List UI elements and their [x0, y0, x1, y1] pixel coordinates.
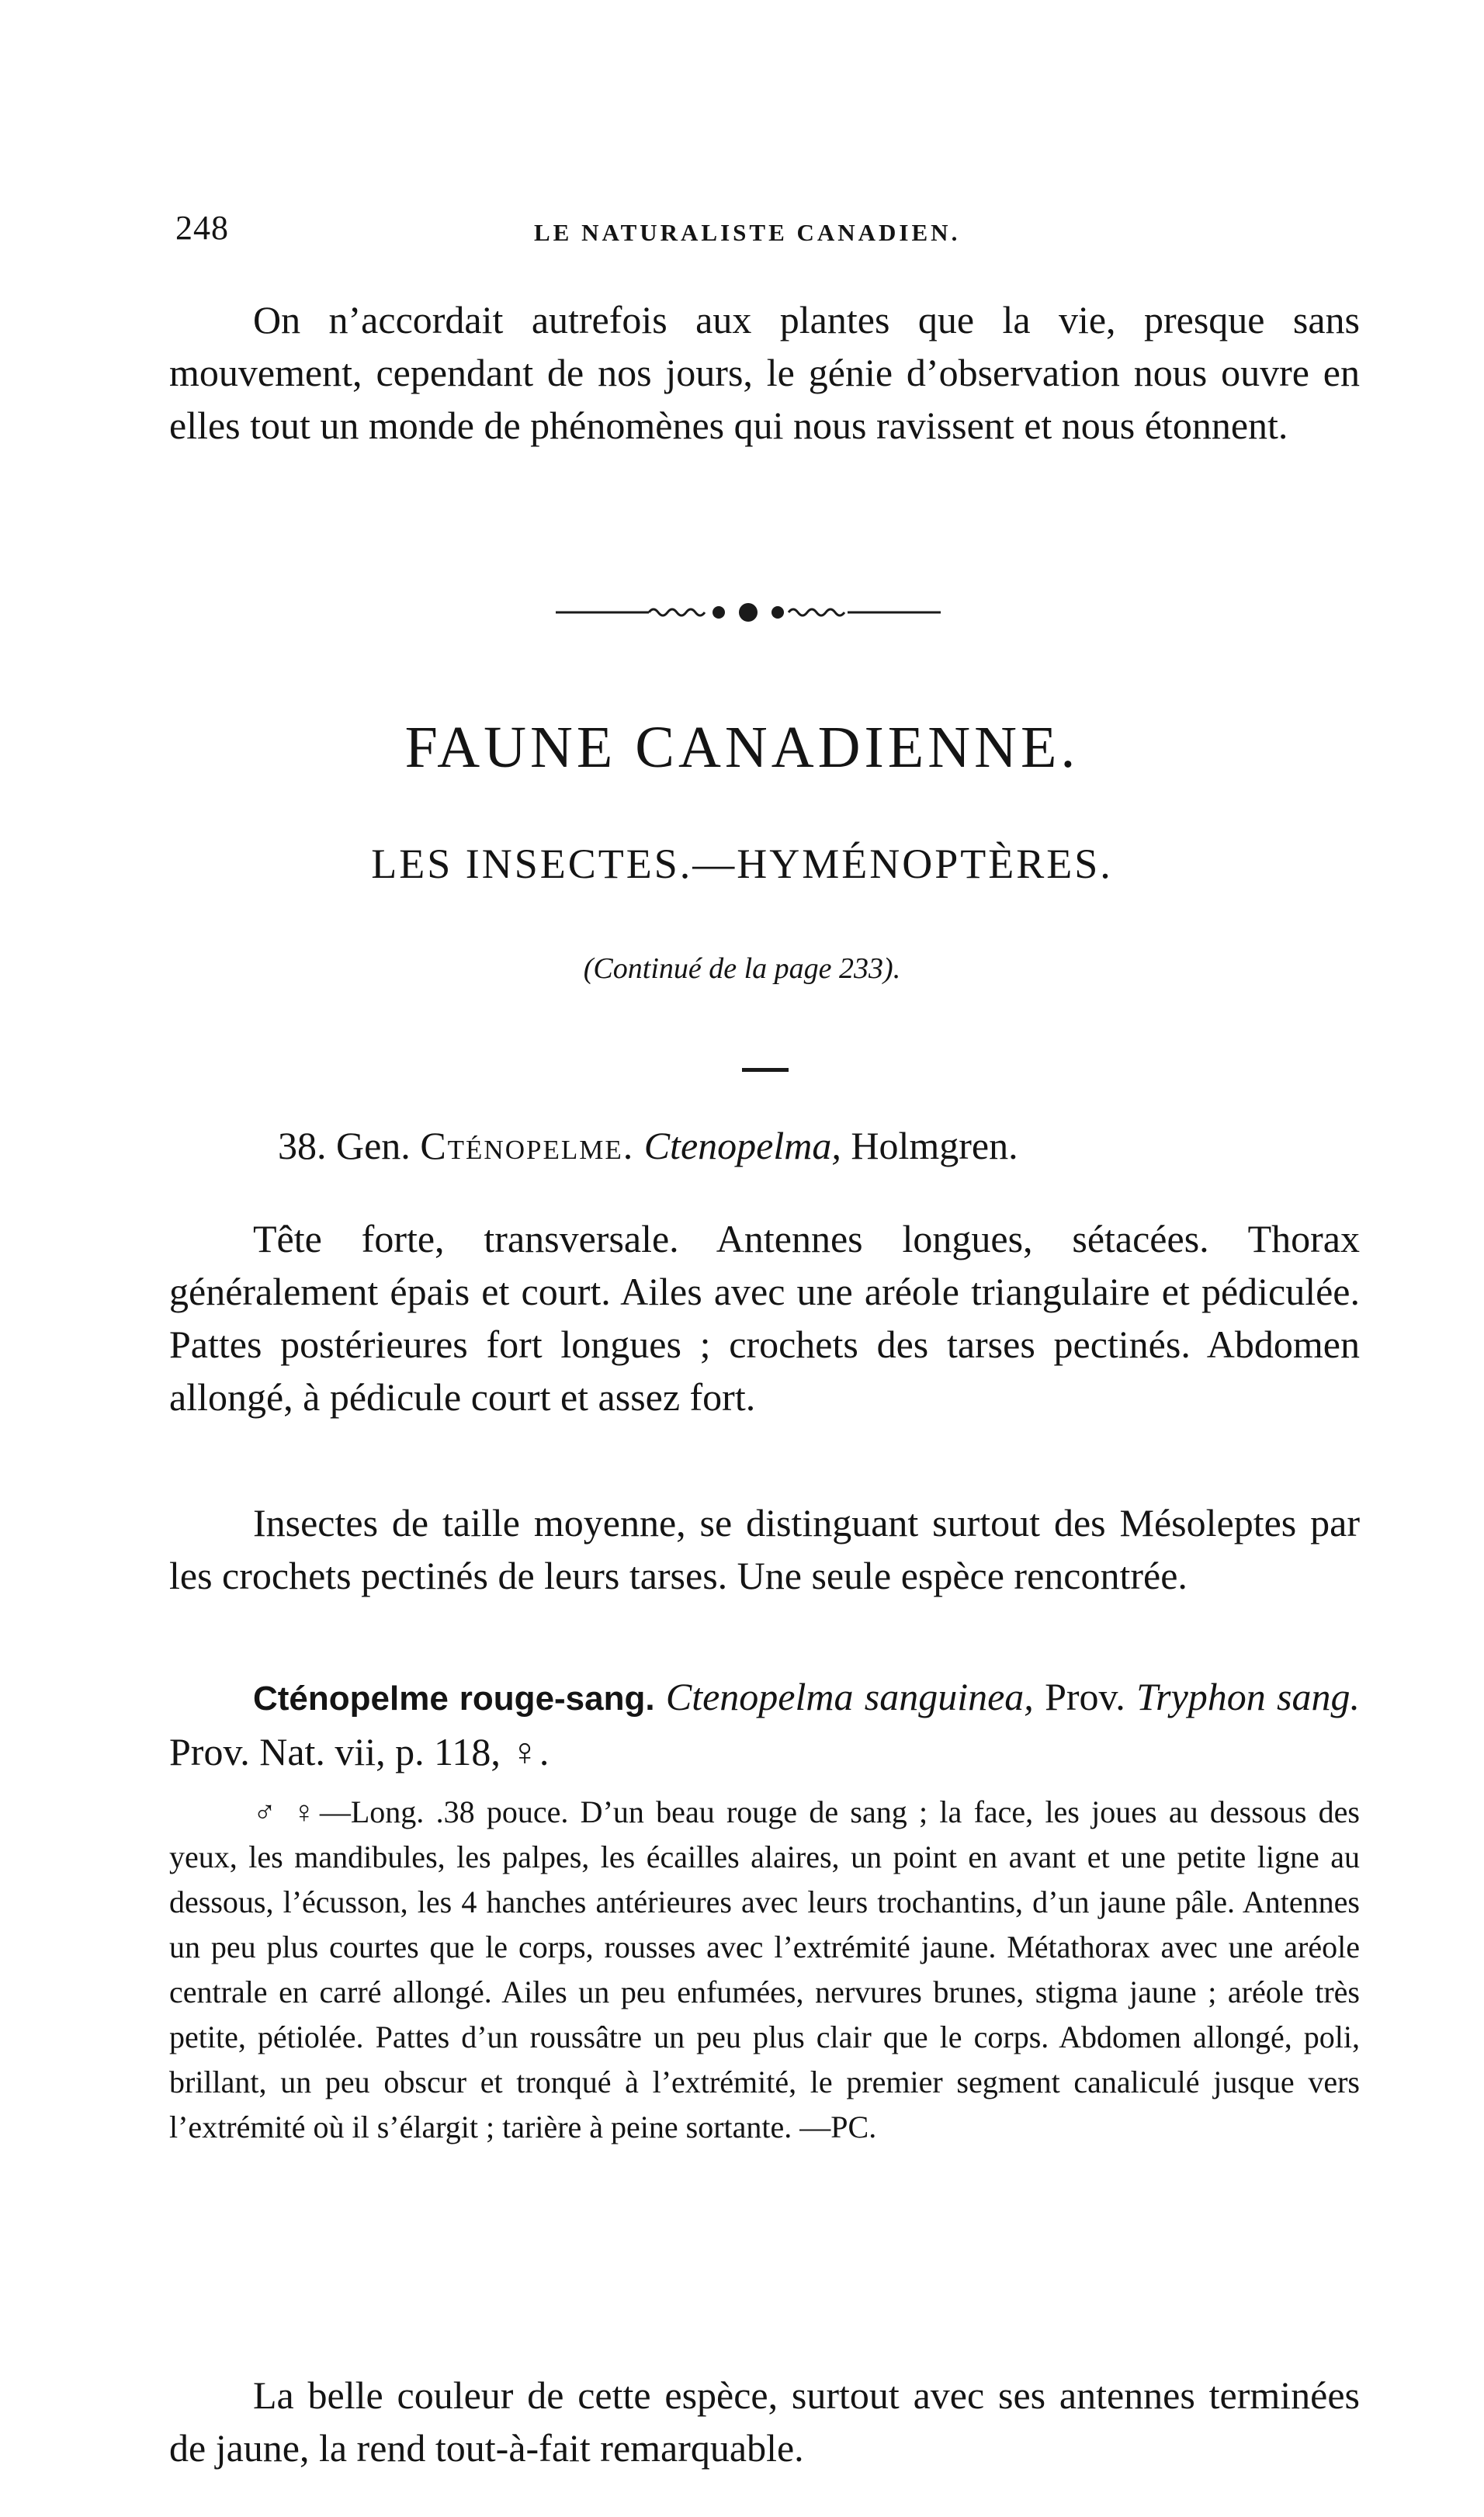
genus-author: Holmgren. [851, 1124, 1018, 1167]
genus-latin: Ctenopelma, [643, 1124, 841, 1167]
genus-heading [278, 1123, 1018, 1168]
species-description-block [169, 1790, 1360, 2150]
closing-block [169, 2369, 1360, 2474]
species-heading [169, 1670, 1360, 1778]
intro-paragraph: On n’accordait autrefois aux plantes que la vie, presque sans mouvement, cependant de nos jours, le génie d’observation nous ouvre en elles tout un monde de phénomènes qui nous ravissent et nous étonnent. [169, 298, 1360, 447]
page-number: 248 [175, 209, 229, 247]
continued-note: (Continué de la page 233). [583, 952, 901, 985]
species-synonym-ref: Prov. Nat. vii, p. 118, ♀. [169, 1730, 550, 1773]
genus-number: 38. Gen. [278, 1124, 411, 1167]
closing-paragraph: La belle couleur de cette espèce, surtout avec ses antennes terminées de jaune, la rend tout-à-fait remarquable. [169, 2373, 1360, 2470]
species-description [169, 1790, 1360, 2150]
page-header [175, 208, 1355, 255]
intro-block [169, 293, 1360, 452]
short-rule [742, 1068, 789, 1072]
species-common-name: Cténopelme rouge-sang. [253, 1680, 655, 1718]
description-block [169, 1212, 1360, 1423]
ornament-divider [556, 601, 941, 624]
genus-name: Cténopelme. [420, 1124, 635, 1167]
species-authority: Prov. [1045, 1675, 1125, 1718]
species-latin-name: Ctenopelma sanguinea, [665, 1675, 1034, 1718]
description-paragraph: Tête forte, transversale. Antennes longues, sétacées. Thorax généralement épais et court. Ailes avec une aréole triangulaire et pédiculée. Pattes postérieures fort longues ; crochets des tarses pectinés. Abdomen allongé, à pédicule court et assez fort. [169, 1217, 1360, 1419]
species-block [169, 1670, 1360, 1778]
species-description-end: —PC. [799, 2110, 877, 2144]
section-title: FAUNE CANADIENNE. [404, 715, 1080, 780]
section-subtitle: LES INSECTES.—HYMÉNOPTÈRES. [371, 841, 1113, 887]
distinction-block [169, 1496, 1360, 1602]
species-synonym: Tryphon sang. [1136, 1675, 1360, 1718]
species-description-text: ♂ ♀—Long. .38 pouce. D’un beau rouge de sang ; la face, les joues au dessous des yeux, les mandibules, les palpes, les écailles alaires, un point en avant et une petite ligne au dessous, l’écusson, les 4 hanches antérieures avec leurs trochantins, d’un jaune pâle. Antennes un peu plus courtes que le corps, rousses avec l’extrémité jaune. Métathorax avec une aréole centrale en carré allongé. Ailes un peu enfumées, nervures brunes, stigma jaune ; aréole très petite, pétiolée. Pattes d’un roussâtre un peu plus clair que le corps. Abdomen allongé, poli, brillant, un peu obscur et tronqué à l’extrémité, le premier segment canaliculé jusque vers l’extrémité où il s’élargit ; tarière à peine sortante. [169, 1794, 1360, 2144]
running-title: LE NATURALISTE CANADIEN. [534, 219, 961, 246]
distinction-paragraph: Insectes de taille moyenne, se distinguant surtout des Mésoleptes par les crochets pectinés de leurs tarses. Une seule espèce rencontrée. [169, 1501, 1360, 1597]
